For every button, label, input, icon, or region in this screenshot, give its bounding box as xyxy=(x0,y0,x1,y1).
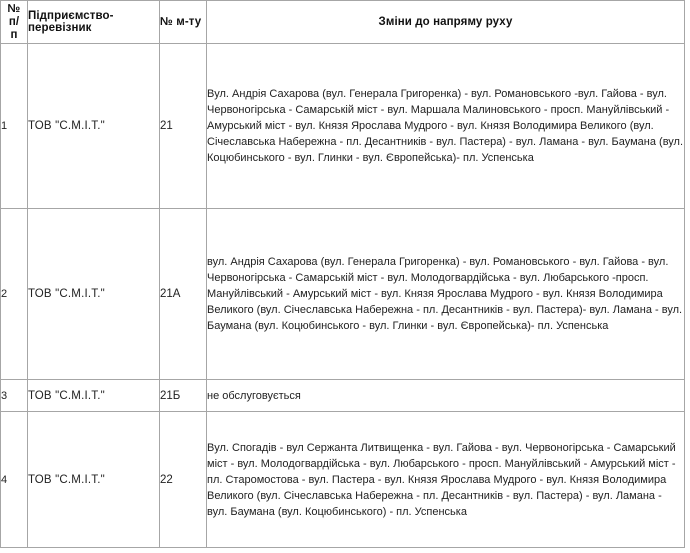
cell-carrier: ТОВ "С.М.І.Т." xyxy=(28,44,160,209)
cell-carrier: ТОВ "С.М.І.Т." xyxy=(28,380,160,412)
table-body xyxy=(1,44,685,548)
column-header-route-changes: Зміни до напряму руху xyxy=(207,1,685,44)
cell-route-number: 21Б xyxy=(160,380,207,412)
cell-number: 4 xyxy=(1,412,28,548)
cell-number: 3 xyxy=(1,380,28,412)
cell-route-number: 21 xyxy=(160,44,207,209)
cell-number: 2 xyxy=(1,209,28,380)
column-header-number-line1: № п/ xyxy=(7,2,21,28)
cell-route-changes: Вул. Спогадів - вул Сержанта Литвищенка - вул. Гайова - вул. Червоногірська - Самарський міст - вул. Молодогвардійська - вул. Любарського - просп. Мануйлівський - Амурський міст - пл. Старомостова - вул. Пастера - вул. Князя Ярослава Мудрого - вул. Князя Володимира Великого (вул. Січеславська Набережна - пл. Десантників - вул. Пастера) - вул. Ламана - вул. Баумана (вул. Коцюбинського) - пл. Успенська xyxy=(207,412,685,548)
column-header-carrier: Підприємство-перевізник xyxy=(28,1,160,44)
cell-number: 1 xyxy=(1,44,28,209)
table-row xyxy=(1,44,685,209)
cell-route-changes: не обслуговується xyxy=(207,380,685,412)
column-header-number-line2: п xyxy=(10,28,18,41)
cell-route-number: 22 xyxy=(160,412,207,548)
cell-carrier: ТОВ "С.М.І.Т." xyxy=(28,209,160,380)
header-row xyxy=(1,1,685,44)
table-header xyxy=(1,1,685,44)
table-row xyxy=(1,412,685,548)
cell-route-changes: Вул. Андрія Сахарова (вул. Генерала Григоренка) - вул. Романовського -вул. Гайова - вул. Червоногірська - Самарській міст - вул. Маршала Малиновського - просп. Мануйлівський - Амурський міст - вул. Князя Ярослава Мудрого - вул. Князя Володимира Великого (вул. Січеславська Набережна - пл. Десантників - вул. Пастера) - вул. Ламана - вул. Баумана (вул. Коцюбинського - вул. Глинки - вул. Європейська)- пл. Успенська xyxy=(207,44,685,209)
table-row xyxy=(1,380,685,412)
cell-route-number: 21А xyxy=(160,209,207,380)
column-header-number xyxy=(1,1,28,44)
column-header-route-number: № м-ту xyxy=(160,1,207,44)
table-row xyxy=(1,209,685,380)
cell-carrier: ТОВ "С.М.І.Т." xyxy=(28,412,160,548)
cell-route-changes: вул. Андрія Сахарова (вул. Генерала Григоренка) - вул. Романовського - вул. Гайова - вул. Червоногірська - Самарській міст - вул. Молодогвардійська - вул. Любарського -просп. Мануйлівський - Амурський міст - вул. Князя Ярослава Мудрого - вул. Князя Володимира Великого (вул. Січеславська Набережна - пл. Десантників - вул. Пастера)- вул. Ламана - вул. Баумана (вул. Коцюбинського - вул. Глинки - вул. Європейська)- пл. Успенська xyxy=(207,209,685,380)
